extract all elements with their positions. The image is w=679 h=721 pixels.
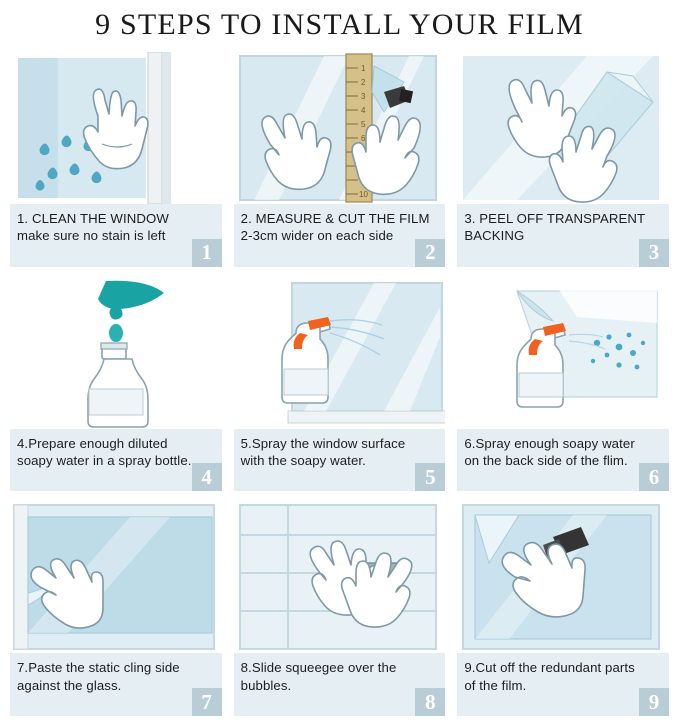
- step-caption-line1: 6.Spray enough soapy water: [464, 435, 635, 451]
- steps-grid: [8, 52, 671, 716]
- step-card-9: [457, 501, 669, 716]
- svg-text:2: 2: [360, 78, 366, 87]
- step-caption-line1: 1. CLEAN THE WINDOW: [17, 211, 169, 226]
- step-illustration-2: [234, 52, 446, 204]
- step-caption-line2: make sure no stain is left: [17, 228, 166, 244]
- hand-pasting-film-on-glass-icon: [10, 501, 222, 653]
- step-caption-line1: 9.Cut off the redundant parts: [464, 660, 635, 676]
- step-caption-line2: 2-3cm wider on each side: [240, 228, 394, 244]
- step-badge-9: 9: [639, 688, 669, 716]
- hand-wiping-window-with-water-drops-icon: [10, 52, 222, 204]
- step-caption-line2: on the back side of the flim.: [464, 453, 628, 469]
- step-caption-line1: 5.Spray the window surface: [240, 435, 406, 451]
- step-illustration-4: [10, 277, 222, 429]
- step-caption-line2: with the soapy water.: [240, 453, 366, 469]
- step-illustration-3: [457, 52, 669, 204]
- page-title: 9 STEPS TO INSTALL YOUR FILM: [95, 8, 584, 41]
- step-caption-6: [457, 429, 669, 492]
- step-caption-3: [457, 204, 669, 267]
- hands-sliding-squeegee-over-film-icon: [234, 501, 446, 653]
- step-caption-line2: soapy water in a spray bottle.: [17, 453, 192, 469]
- svg-text:6: 6: [360, 134, 366, 143]
- step-illustration-5: [234, 277, 446, 429]
- step-card-1: [10, 52, 222, 267]
- step-caption-line2: against the glass.: [17, 677, 122, 693]
- step-caption-2: [234, 204, 446, 267]
- step-card-3: [457, 52, 669, 267]
- step-caption-line1: 2. MEASURE & CUT THE FILM: [240, 211, 430, 226]
- step-illustration-1: [10, 52, 222, 204]
- step-caption-line2: of the film.: [464, 677, 527, 693]
- step-card-4: [10, 277, 222, 492]
- step-caption-5: [234, 429, 446, 492]
- step-caption-1: [10, 204, 222, 267]
- step-badge-5: 5: [415, 463, 445, 491]
- svg-text:1: 1: [360, 64, 366, 73]
- step-illustration-9: [457, 501, 669, 653]
- step-card-2: [234, 52, 446, 267]
- step-caption-line1: 4.Prepare enough diluted: [17, 435, 168, 451]
- step-card-7: [10, 501, 222, 716]
- soap-drop-into-spray-bottle-icon: [10, 277, 222, 429]
- step-badge-1: 1: [192, 239, 222, 267]
- step-card-8: [234, 501, 446, 716]
- svg-text:3: 3: [360, 92, 366, 101]
- step-caption-8: [234, 653, 446, 716]
- step-caption-4: [10, 429, 222, 492]
- hand-cutting-excess-film-with-blade-icon: [457, 501, 669, 653]
- step-caption-line1: 7.Paste the static cling side: [17, 660, 180, 676]
- step-illustration-8: [234, 501, 446, 653]
- svg-text:4: 4: [360, 106, 366, 115]
- step-caption-7: [10, 653, 222, 716]
- step-badge-7: 7: [192, 688, 222, 716]
- step-caption-line1: 8.Slide squeegee over the: [240, 660, 397, 676]
- step-badge-4: 4: [192, 463, 222, 491]
- step-caption-line2: bubbles.: [240, 677, 292, 693]
- svg-text:5: 5: [360, 120, 366, 129]
- step-illustration-7: [10, 501, 222, 653]
- step-badge-6: 6: [639, 463, 669, 491]
- step-caption-line1: 3. PEEL OFF TRANSPARENT: [464, 211, 646, 226]
- step-caption-line2: BACKING: [464, 228, 525, 244]
- step-badge-3: 3: [639, 239, 669, 267]
- step-badge-8: 8: [415, 688, 445, 716]
- step-caption-9: [457, 653, 669, 716]
- step-card-6: [457, 277, 669, 492]
- step-badge-2: 2: [415, 239, 445, 267]
- step-card-5: [234, 277, 446, 492]
- hands-with-ruler-and-blade-cutting-film-icon: [234, 52, 446, 204]
- svg-text:10: 10: [358, 190, 368, 199]
- hands-peeling-transparent-backing-icon: [457, 52, 669, 204]
- spray-bottle-spraying-window-icon: [234, 277, 446, 429]
- step-illustration-6: [457, 277, 669, 429]
- spray-bottle-spraying-film-back-icon: [457, 277, 669, 429]
